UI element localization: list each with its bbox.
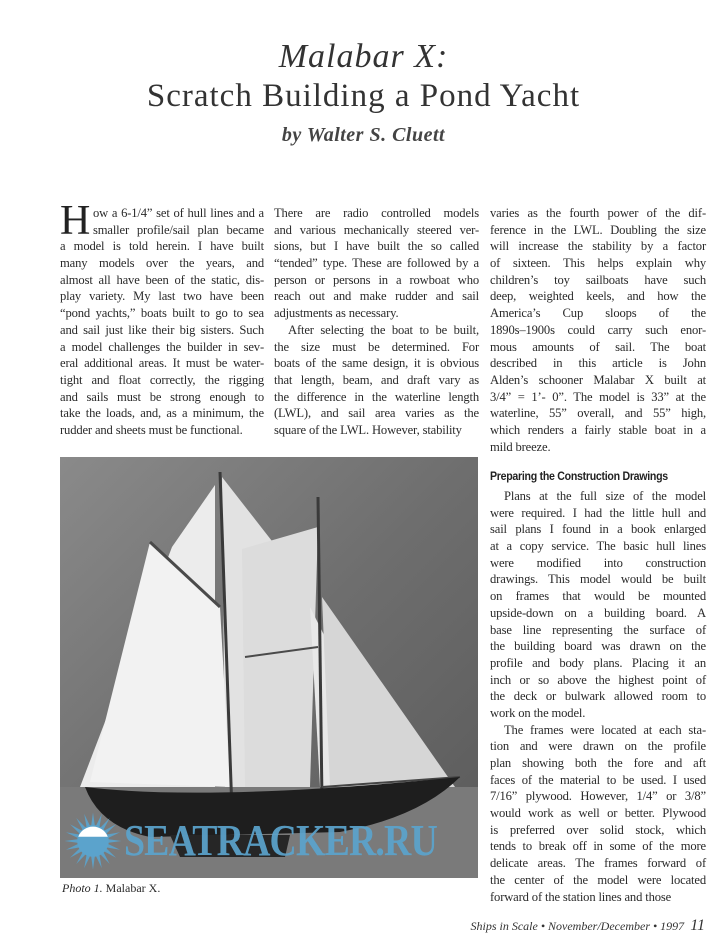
watermark-text: SEATRACKER.RU [124, 816, 437, 865]
text-line: ow a 6-1/4” set of hull lines and a [93, 206, 264, 220]
text-line: forward of the station lines and those [490, 889, 672, 904]
caption-label: Photo 1. [62, 881, 103, 895]
text-line: America’s Cup sloops of the [490, 306, 706, 321]
page-footer [471, 917, 706, 935]
text-line: Alden’s schooner Malabar X built at [490, 372, 706, 387]
sun-logo-icon [64, 812, 122, 870]
text-line: almost all have been of the static, dis- [60, 272, 264, 287]
text-line: After selecting the boat to be built, [288, 322, 479, 337]
text-line: at a copy service. The basic hull lines [490, 539, 706, 554]
text-line: the difference in the waterline length [274, 389, 479, 404]
text-line: (LWL), and sail area varies as the [274, 406, 479, 421]
text-line: Plans at the full size of the model [504, 489, 706, 503]
text-line: drawings. This model would be built [490, 572, 706, 587]
text-line: square of the LWL. However, stability [274, 422, 462, 437]
text-line: reach out and make rudder and sail [274, 289, 479, 304]
text-line: that length, beam, and draft vary as [274, 372, 479, 387]
text-line: eral additional areas. It must be water- [60, 356, 264, 371]
text-line: were modified into construction [490, 555, 706, 570]
schooner-photo [60, 457, 478, 878]
column-3 [490, 205, 706, 455]
text-line: smaller profile/sail plan became [93, 222, 264, 237]
text-line: play variety. My last two have been [60, 289, 264, 304]
caption-text: Malabar X. [102, 881, 161, 895]
text-line: described in this article is John [490, 356, 706, 371]
text-line: The frames were located at each sta- [504, 722, 706, 737]
text-line: the building board was drawn on the [490, 639, 706, 654]
section-heading: Preparing the Construction Drawings [490, 471, 668, 483]
text-line: deep, weighted keels, and how the [490, 289, 706, 304]
text-line: which renders a fairly stable boat in a [490, 422, 706, 437]
photo-caption [62, 881, 160, 895]
text-line: There are radio controlled models [274, 206, 479, 220]
byline: by Walter S. Cluett [281, 124, 446, 146]
text-line: were required. I had the little hull and [490, 505, 706, 520]
text-line: the deck or bulwark allowed room to [490, 689, 706, 704]
text-line: and sails must be strong enough to [60, 389, 264, 404]
article-title: Malabar X: [278, 38, 449, 75]
text-line: a model is told herein. I have built [60, 239, 264, 254]
text-line: boats of the same design, it is obvious [274, 356, 479, 371]
text-line: person or persons in a rowboat who [274, 272, 479, 287]
text-line: “tended” type. These are followed by a [274, 256, 479, 271]
sun-ray [91, 813, 95, 827]
text-line: tion and were drawn on the profile [490, 739, 706, 754]
text-line: base line representing the surface of [490, 622, 706, 637]
text-line: sail plans I found in a book enlarged [490, 522, 706, 537]
text-line: 3/4” = 1’- 0”. The model is 33” at the [490, 389, 706, 404]
article-subtitle: Scratch Building a Pond Yacht [146, 78, 581, 114]
text-line: is preferred over solid stock, which [490, 822, 706, 837]
column-1 [60, 198, 264, 439]
text-line: “pond yachts,” boats built to go to sea [60, 306, 264, 321]
text-line: inch or so above the highest point of [490, 672, 706, 687]
text-line: take the loads, and, as a minimum, the [60, 406, 264, 421]
publication-info: Ships in Scale • November/December • 1997 [470, 919, 685, 933]
text-line: plan showing both the fore and aft [490, 756, 706, 770]
text-line: a model challenges the builder in sev- [60, 339, 264, 354]
text-line: mous amounts of sail. The boat [490, 339, 706, 354]
text-line: and various mechanically steered ver- [274, 222, 479, 237]
text-line: many models over the years, and [60, 256, 264, 271]
text-line: will increase the stability by a factor [490, 239, 706, 254]
text-line: children’s toy sailboats have such [490, 272, 706, 287]
text-line: waterline, 55” overall, and 55” high, [490, 406, 706, 421]
drop-cap: H [60, 198, 91, 244]
text-line: rudder and sheets must be functional. [60, 422, 243, 437]
text-line: the center of the model were located [490, 872, 706, 887]
text-line: faces of the material to be used. I used [490, 772, 706, 787]
page-number: 11 [690, 917, 705, 934]
text-line: on frames that would be mounted [490, 589, 706, 604]
text-line: mild breeze. [490, 439, 551, 454]
sun-ray [108, 839, 122, 843]
text-line: would work as well or better. Plywood [490, 806, 706, 821]
text-line: 1890s–1900s could carry such enor- [490, 322, 706, 337]
text-line: tends to break off in some of the more [490, 839, 706, 854]
text-line: and sail just like their big sisters. Such [60, 322, 264, 337]
text-line: work on the model. [490, 705, 586, 720]
text-line: ference in the LWL. Doubling the size [490, 222, 706, 237]
text-line: profile and body plans. Placing it an [490, 655, 706, 670]
text-line: delicate areas. The frames forward of [490, 856, 706, 871]
text-line: upside-down on a building board. A [490, 605, 706, 620]
column-2 [274, 205, 479, 439]
sun-ray [91, 856, 95, 870]
column-3-continued [490, 488, 706, 905]
text-line: varies as the fourth power of the dif- [490, 206, 706, 220]
text-line: the size must be determined. For [274, 339, 479, 354]
text-line: of sixteen. This helps explain why [490, 256, 706, 271]
text-line: tight and float correctly, the rigging [60, 372, 264, 387]
sun-ray [65, 839, 79, 843]
text-line: adjustments as necessary. [274, 306, 399, 321]
text-line: 7/16” plywood. However, 1/4” or 3/8” [490, 789, 706, 804]
text-line: sions, but I have built the so called [274, 239, 479, 254]
